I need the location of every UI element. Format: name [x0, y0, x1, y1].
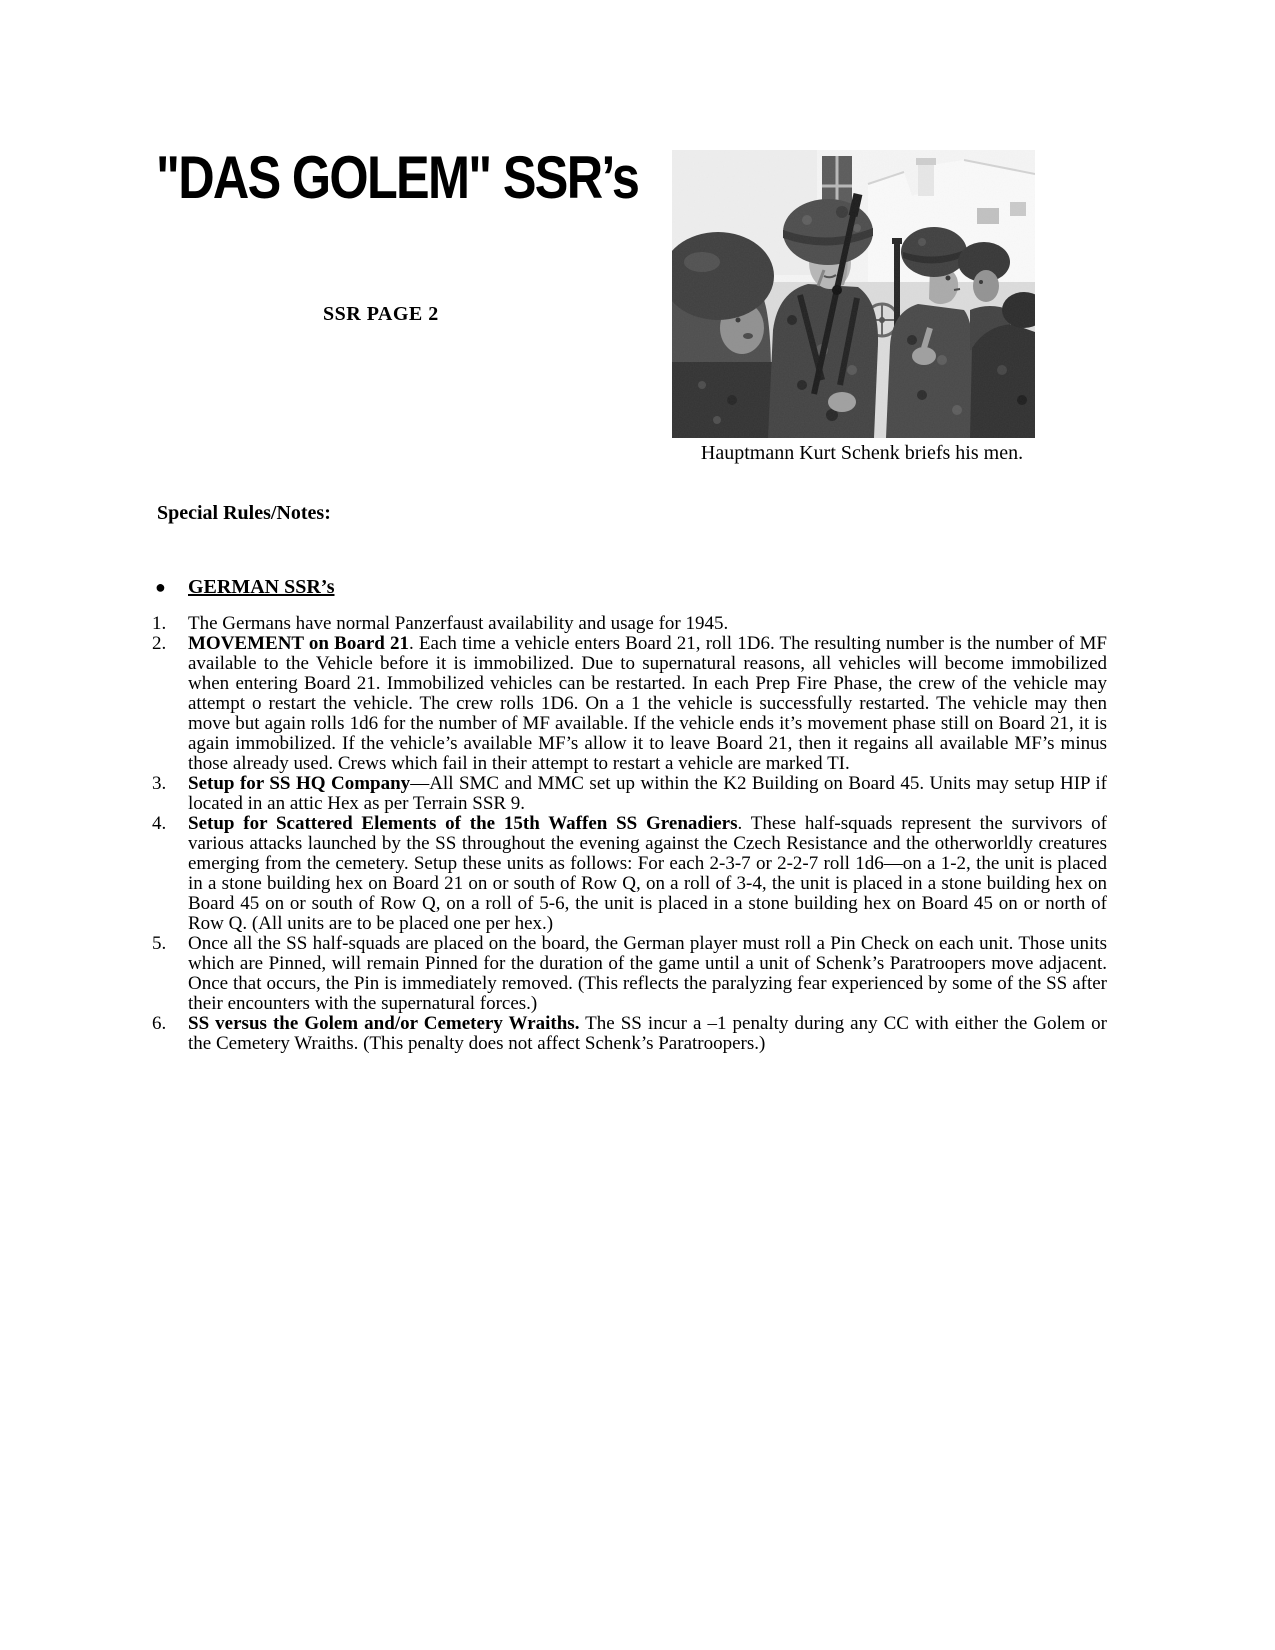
rule-text: . These half-squads represent the survivors of various attacks launched by the SS throughout the evening against the Czech Resistance and the otherworldly creatures emerging from the cemetery. Setup these units as follows: For each 2-3-7 or 2-2-7 roll 1d6—on a 1-2, the unit is placed in a stone building hex on Board 21 on or south of Row Q, on a roll of 3-4, the unit is placed in a stone building hex on Board 45 on or south of Row Q, on a roll of 5-6, the unit is placed in a stone building hex on Board 45 on or north of Row Q. (All units are to be placed one per hex.)	[188, 813, 1107, 934]
rules-list	[150, 614, 1107, 1054]
rule-number: 4.	[152, 813, 167, 834]
rule-text: . Each time a vehicle enters Board 21, roll 1D6. The resulting number is the number of MF available to the Vehicle before it is immobilized. Due to supernatural reasons, all vehicles will become immobilized when entering Board 21. Immobilized vehicles can be restarted. In each Prep Fire Phase, the crew of the vehicle may attempt o restart the vehicle. The crew rolls 1D6. On a 1 the vehicle is successfully restarted. The vehicle may then move but again rolls 1d6 for the number of MF available. If the vehicle ends it’s movement phase still on Board 21, it is again immobilized. If the vehicle’s available MF’s allow it to leave Board 21, then it regains all available MF’s minus those already used. Crews which fail in their attempt to restart a vehicle are marked TI.	[188, 633, 1107, 774]
rule-lead: Setup for Scattered Elements of the 15th Waffen SS Grenadiers	[188, 813, 738, 834]
rule-item-6	[150, 1014, 1107, 1054]
section-heading: Special Rules/Notes:	[157, 502, 331, 524]
photo-caption: Hauptmann Kurt Schenk briefs his men.	[700, 442, 1024, 464]
rule-text: The Germans have normal Panzerfaust availability and usage for 1945.	[188, 613, 729, 634]
rule-text: —All SMC and MMC set up within the K2 Building on Board 45. Units may setup HIP if located in an attic Hex as per Terrain SSR 9.	[188, 773, 1107, 814]
rule-item-1	[150, 614, 1107, 634]
rule-item-2	[150, 634, 1107, 774]
rule-lead: SS versus the Golem and/or Cemetery Wraiths.	[188, 1013, 580, 1034]
rule-lead: Setup for SS HQ Company	[188, 773, 411, 794]
page-label: SSR PAGE 2	[323, 303, 439, 325]
rule-text: The SS incur a –1 penalty during any CC with either the Golem or the Cemetery Wraiths. (This penalty does not affect Schenk’s Paratroopers.)	[188, 1013, 1107, 1054]
list-heading: GERMAN SSR’s	[188, 576, 335, 598]
soldiers-photo-illustration	[672, 150, 1035, 438]
rule-text: Once all the SS half-squads are placed on the board, the German player must roll a Pin Check on each unit. Those units which are Pinned, will remain Pinned for the duration of the game until a unit of Schenk’s Paratroopers move adjacent. Once that occurs, the Pin is immediately removed. (This reflects the paralyzing fear experienced by some of the SS after their encounters with the supernatural forces.)	[188, 933, 1107, 1014]
rule-item-4	[150, 814, 1107, 934]
rule-number: 2.	[152, 633, 167, 654]
photo	[672, 150, 1035, 438]
document-title: "DAS GOLEM" SSR’s	[156, 144, 639, 211]
film-grain	[672, 150, 1035, 438]
rule-number: 5.	[152, 933, 167, 954]
bullet-icon: ●	[155, 577, 166, 597]
rule-item-3	[150, 774, 1107, 814]
list-heading-row	[150, 576, 1107, 599]
rule-item-5	[150, 934, 1107, 1014]
rule-number: 3.	[152, 773, 167, 794]
rule-number: 6.	[152, 1013, 167, 1034]
rule-number: 1.	[152, 613, 167, 634]
rule-lead: MOVEMENT on Board 21	[188, 633, 410, 654]
